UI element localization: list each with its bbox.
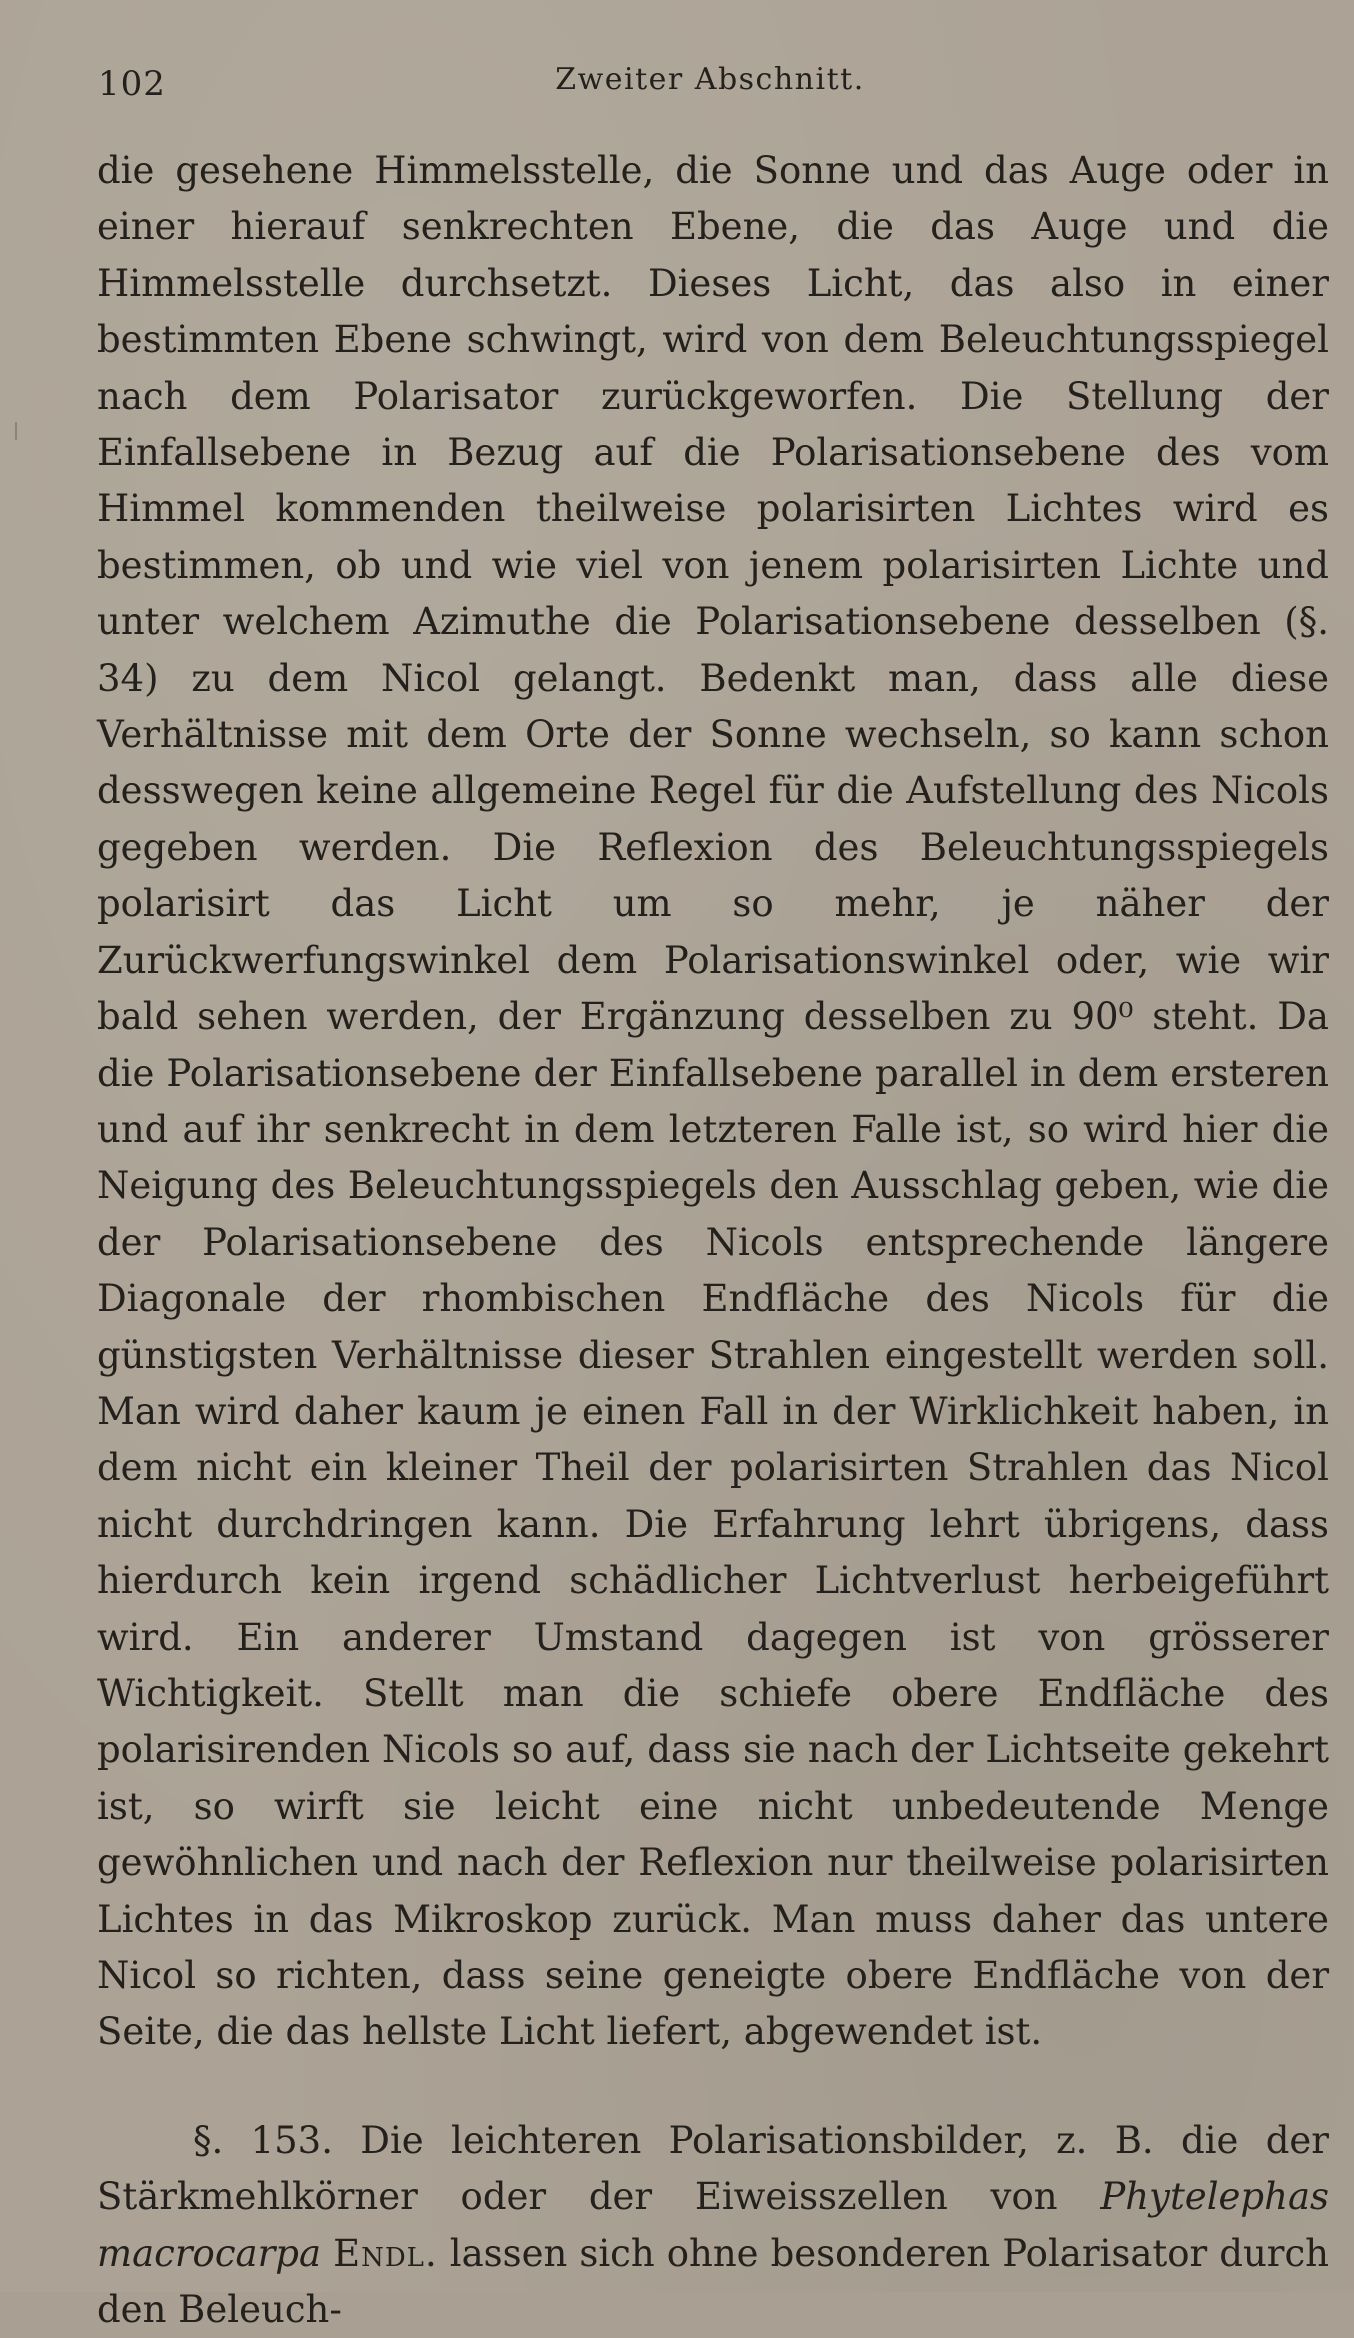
running-title: Zweiter Abschnitt. (555, 62, 865, 97)
paragraph-2-tail: lassen sich ohne besonderen Polarisator durch den Beleuch- (97, 2231, 1330, 2332)
species-name: Phytelephas macrocarpa (97, 2175, 1329, 2275)
page-number: 102 (98, 64, 166, 104)
paragraph-1: die gesehene Himmelsstelle, die Sonne und das Auge oder in einer hierauf senkrechten Ebene, die das Auge und die Himmelsstelle durchsetzt. Dieses Licht, das also in einer bestimmten Ebene schwingt, wird von dem Beleuchtungsspiegel nach dem Polarisator zurückgeworfen. Die Stellung der Einfallsebene in Bezug auf die Polarisationsebene des vom Himmel kommenden theilweise polarisirten Lichtes wird es bestimmen, ob und wie viel von jenem polarisirten Lichte und unter welchem Azimuthe die Polarisationsebene desselben (§. 34) zu dem Nicol gelangt. Bedenkt man, dass alle diese Verhältnisse mit dem Orte der Sonne wechseln, so kann schon desswegen keine allgemeine Regel für die Aufstellung des Nicols gegeben werden. Die Reflexion des Beleuchtungsspiegels polarisirt das Licht um so mehr, je näher der Zurückwerfungswinkel dem Polarisationswinkel oder, wie wir bald sehen werden, der Ergänzung desselben zu 90⁰ steht. Da die Polarisationsebene der Einfallsebene parallel in dem ersteren und auf ihr senkrecht in dem letzteren Falle ist, so wird hier die Neigung des Beleuchtungsspiegels den Ausschlag geben, wie die der Polarisationsebene des Nicols entsprechende längere Diagonale der rhombischen Endfläche des Nicols für die günstigsten Verhältnisse dieser Strahlen eingestellt werden soll. Man wird daher kaum je einen Fall in der Wirklichkeit haben, in dem nicht ein kleiner Theil der polarisirten Strahlen das Nicol nicht durchdringen kann. Die Erfahrung lehrt übrigens, dass hierdurch kein irgend schädlicher Lichtverlust herbeigeführt wird. Ein anderer Umstand dagegen ist von grösserer Wichtigkeit. Stellt man die schiefe obere Endfläche des polarisirenden Nicols so auf, dass sie nach der Lichtseite gekehrt ist, so wirft sie leicht eine nicht unbedeutende Menge gewöhnlichen und nach der Reflexion nur theilweise polarisirten Lichtes in das Mikroskop zurück. Man muss daher das untere Nicol so richten, dass seine geneigte obere Endfläche von der Seite, die das hellste Licht liefert, abgewendet ist. (97, 149, 1329, 2054)
margin-mark (15, 422, 17, 440)
page-body (97, 143, 1329, 2338)
author-abbrev: Endl. (333, 2231, 438, 2275)
paragraph-2-lead: §. 153. Die leichteren Polarisationsbilder, z. B. die der Stärkmehlkörner oder der Eiweisszellen von (97, 2118, 1329, 2219)
page-header (98, 58, 1282, 106)
paragraph-2 (97, 2113, 1329, 2338)
paragraph-gap (97, 2061, 1329, 2113)
